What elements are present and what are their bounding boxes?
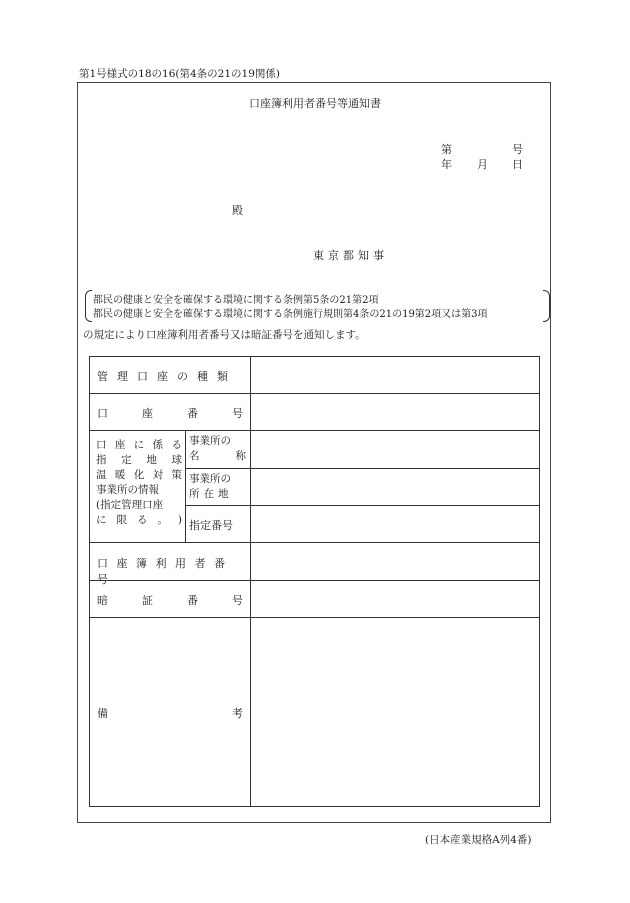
number-label-dai: 第 — [441, 143, 452, 156]
group-label-line-4: 事業所の情報 — [96, 484, 159, 496]
facility-name-line-1: 事業所の — [189, 435, 231, 447]
designation-number-label — [189, 517, 246, 533]
account-type-label — [97, 368, 243, 384]
facility-address-line-2: 所在地 — [189, 488, 233, 500]
remarks-label: 備 考 — [97, 707, 243, 720]
designated-facility-group-label: 口 座 に 係 る 指 定 地 球 温 暖 化 対 策 事業所の情報 (指定管理口座 に 限 る 。 ) — [96, 439, 182, 526]
legal-basis-line-2: 都民の健康と安全を確保する環境に関する条例施行規則第4条の21の19第2項又は第3項 — [93, 309, 488, 320]
date-year-label: 年 — [441, 158, 452, 171]
info-table — [89, 356, 540, 807]
pin-label: 暗 証 番 号 — [97, 594, 243, 607]
document-title: 口座簿利用者番号等通知書 — [249, 97, 381, 110]
facility-name-label: 事業所の 名 称 — [189, 435, 246, 462]
account-type-value — [251, 357, 539, 393]
legal-basis-line-1: 都民の健康と安全を確保する環境に関する条例第5条の21第2項 — [93, 295, 379, 306]
addressee-suffix: 殿 — [232, 204, 243, 217]
group-label-line-5: (指定管理口座 — [96, 499, 164, 511]
bracket-right — [543, 290, 550, 322]
date-month-label: 月 — [477, 158, 488, 171]
account-type-text: 管理口座の種類 — [97, 370, 237, 383]
date-day-label: 日 — [512, 158, 523, 171]
facility-address-label — [189, 472, 246, 502]
number-label-go: 号 — [512, 143, 523, 156]
notice-text: の規定により口座簿利用者番号又は暗証番号を通知します。 — [83, 329, 366, 341]
form-reference: 第1号様式の18の16(第4条の21の19関係) — [79, 68, 280, 80]
user-number-label — [97, 555, 243, 587]
account-number-label: 口 座 番 号 — [97, 407, 243, 420]
facility-address-line-1: 事業所の — [189, 473, 231, 485]
user-number-text: 口座簿利用者番号 — [97, 557, 234, 586]
designation-number-text: 指定番号 — [189, 519, 233, 532]
issuer-name: 東京都知事 — [313, 249, 388, 262]
bracket-left — [85, 290, 92, 322]
paper-size-note: (日本産業規格A列4番) — [425, 834, 532, 846]
